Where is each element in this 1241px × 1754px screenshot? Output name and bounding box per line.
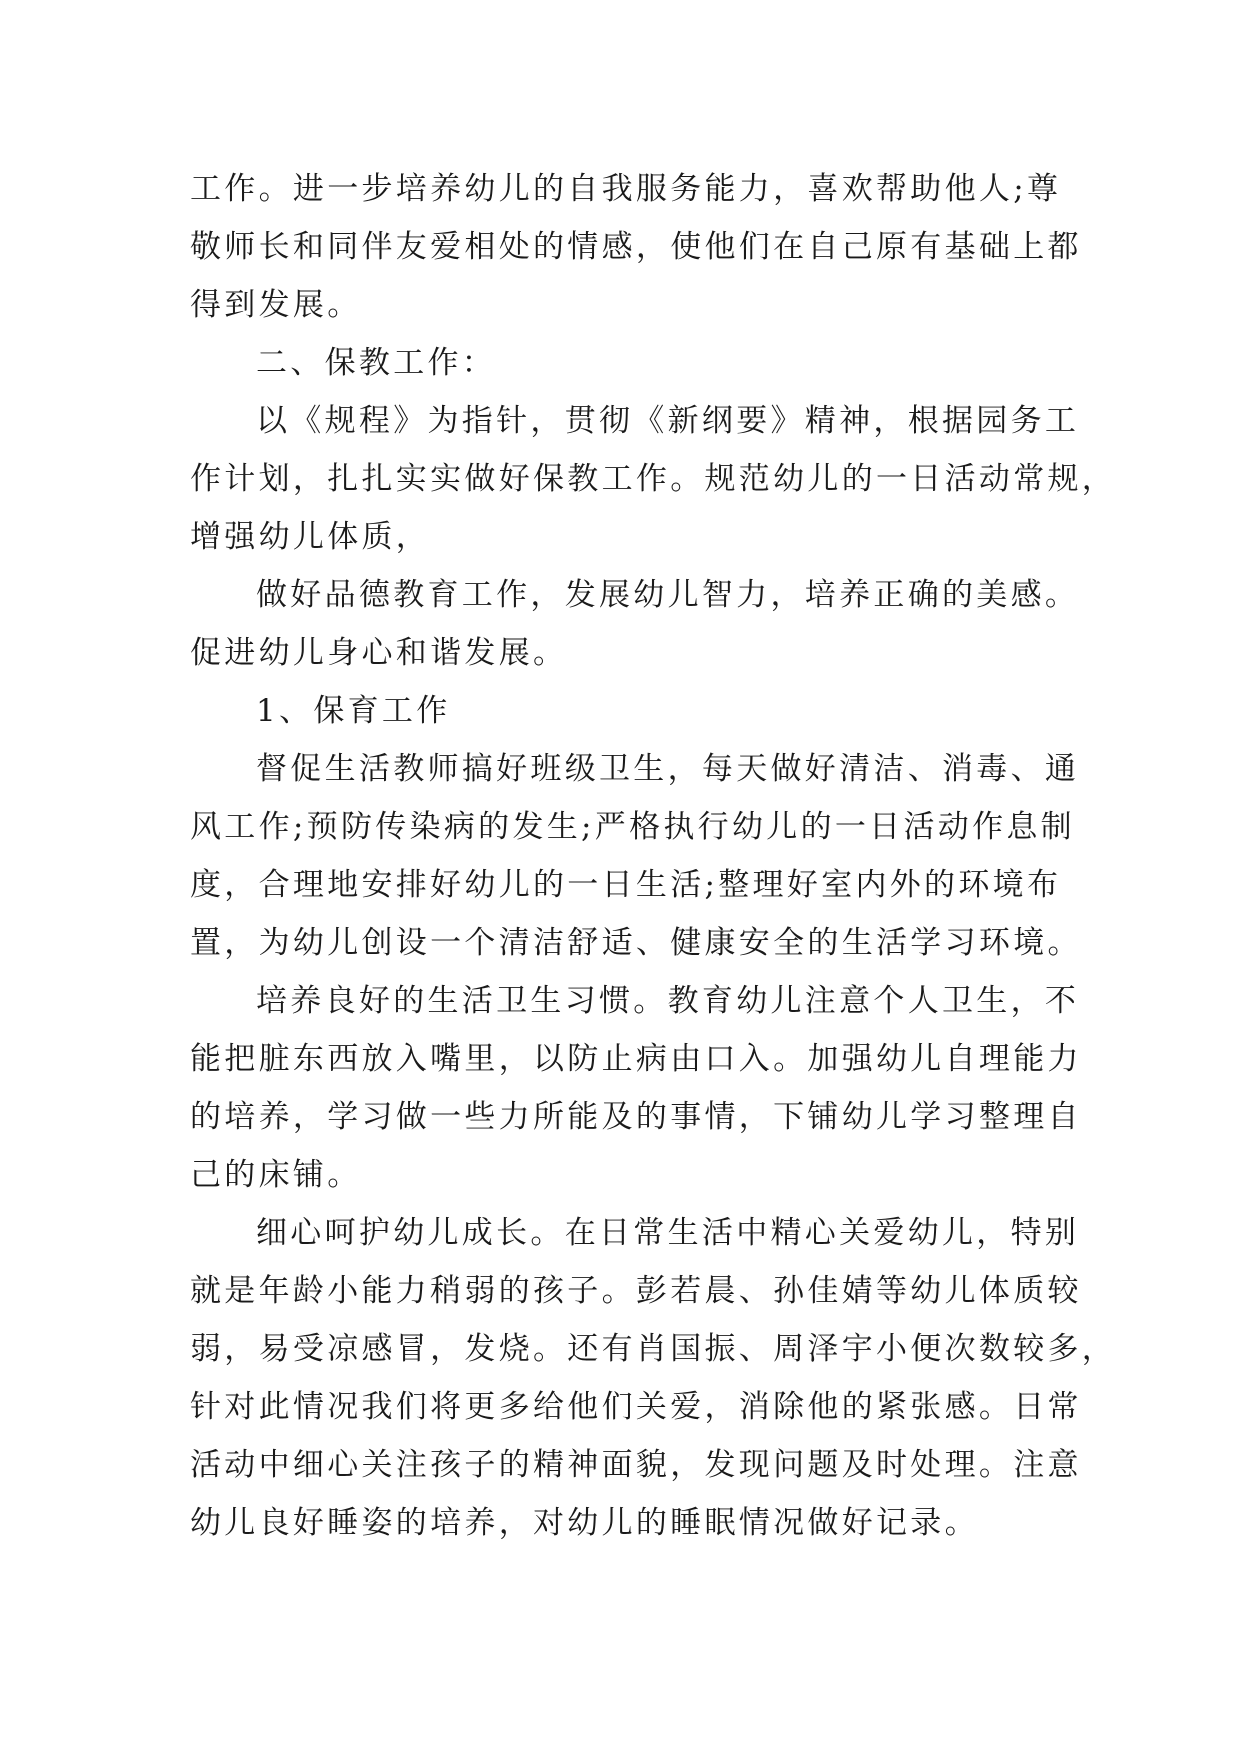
text-line: 增强幼儿体质， (190, 519, 431, 555)
text-line: 得到发展。 (190, 287, 362, 323)
text-line: 促进幼儿身心和谐发展。 (190, 635, 568, 671)
text-line: 幼儿良好睡姿的培养，对幼儿的睡眠情况做好记录。 (190, 1505, 979, 1541)
text-line: 工作。进一步培养幼儿的自我服务能力，喜欢帮助他人;尊 (190, 171, 1062, 207)
text-line: 做好品德教育工作，发展幼儿智力，培养正确的美感。 (256, 577, 1080, 613)
text-line: 细心呵护幼儿成长。在日常生活中精心关爱幼儿，特别 (256, 1215, 1080, 1251)
text-line: 度，合理地安排好幼儿的一日生活;整理好室内外的环境布 (190, 867, 1062, 903)
text-line: 督促生活教师搞好班级卫生，每天做好清洁、消毒、通 (256, 751, 1080, 787)
document-body (190, 160, 1117, 1552)
text-line: 作计划，扎扎实实做好保教工作。规范幼儿的一日活动常规， (190, 461, 1117, 497)
text-line: 风工作;预防传染病的发生;严格执行幼儿的一日活动作息制 (190, 809, 1075, 845)
text-line: 己的床铺。 (190, 1157, 362, 1193)
text-line: 活动中细心关注孩子的精神面貌，发现问题及时处理。注意 (190, 1447, 1082, 1483)
text-line: 以《规程》为指针，贯彻《新纲要》精神，根据园务工 (256, 403, 1080, 439)
text-line: 敬师长和同伴友爱相处的情感，使他们在自己原有基础上都 (190, 229, 1082, 265)
text-line: 能把脏东西放入嘴里，以防止病由口入。加强幼儿自理能力 (190, 1041, 1082, 1077)
text-line: 弱，易受凉感冒，发烧。还有肖国振、周泽宇小便次数较多， (190, 1331, 1117, 1367)
text-line: 置，为幼儿创设一个清洁舒适、健康安全的生活学习环境。 (190, 925, 1082, 961)
text-line: 培养良好的生活卫生习惯。教育幼儿注意个人卫生，不 (256, 983, 1080, 1019)
section-heading: 二、保教工作： (256, 345, 497, 381)
subsection-heading: 1、保育工作 (256, 693, 451, 729)
text-line: 针对此情况我们将更多给他们关爱，消除他的紧张感。日常 (190, 1389, 1082, 1425)
text-line: 的培养，学习做一些力所能及的事情，下铺幼儿学习整理自 (190, 1099, 1082, 1135)
text-line: 就是年龄小能力稍弱的孩子。彭若晨、孙佳婧等幼儿体质较 (190, 1273, 1082, 1309)
